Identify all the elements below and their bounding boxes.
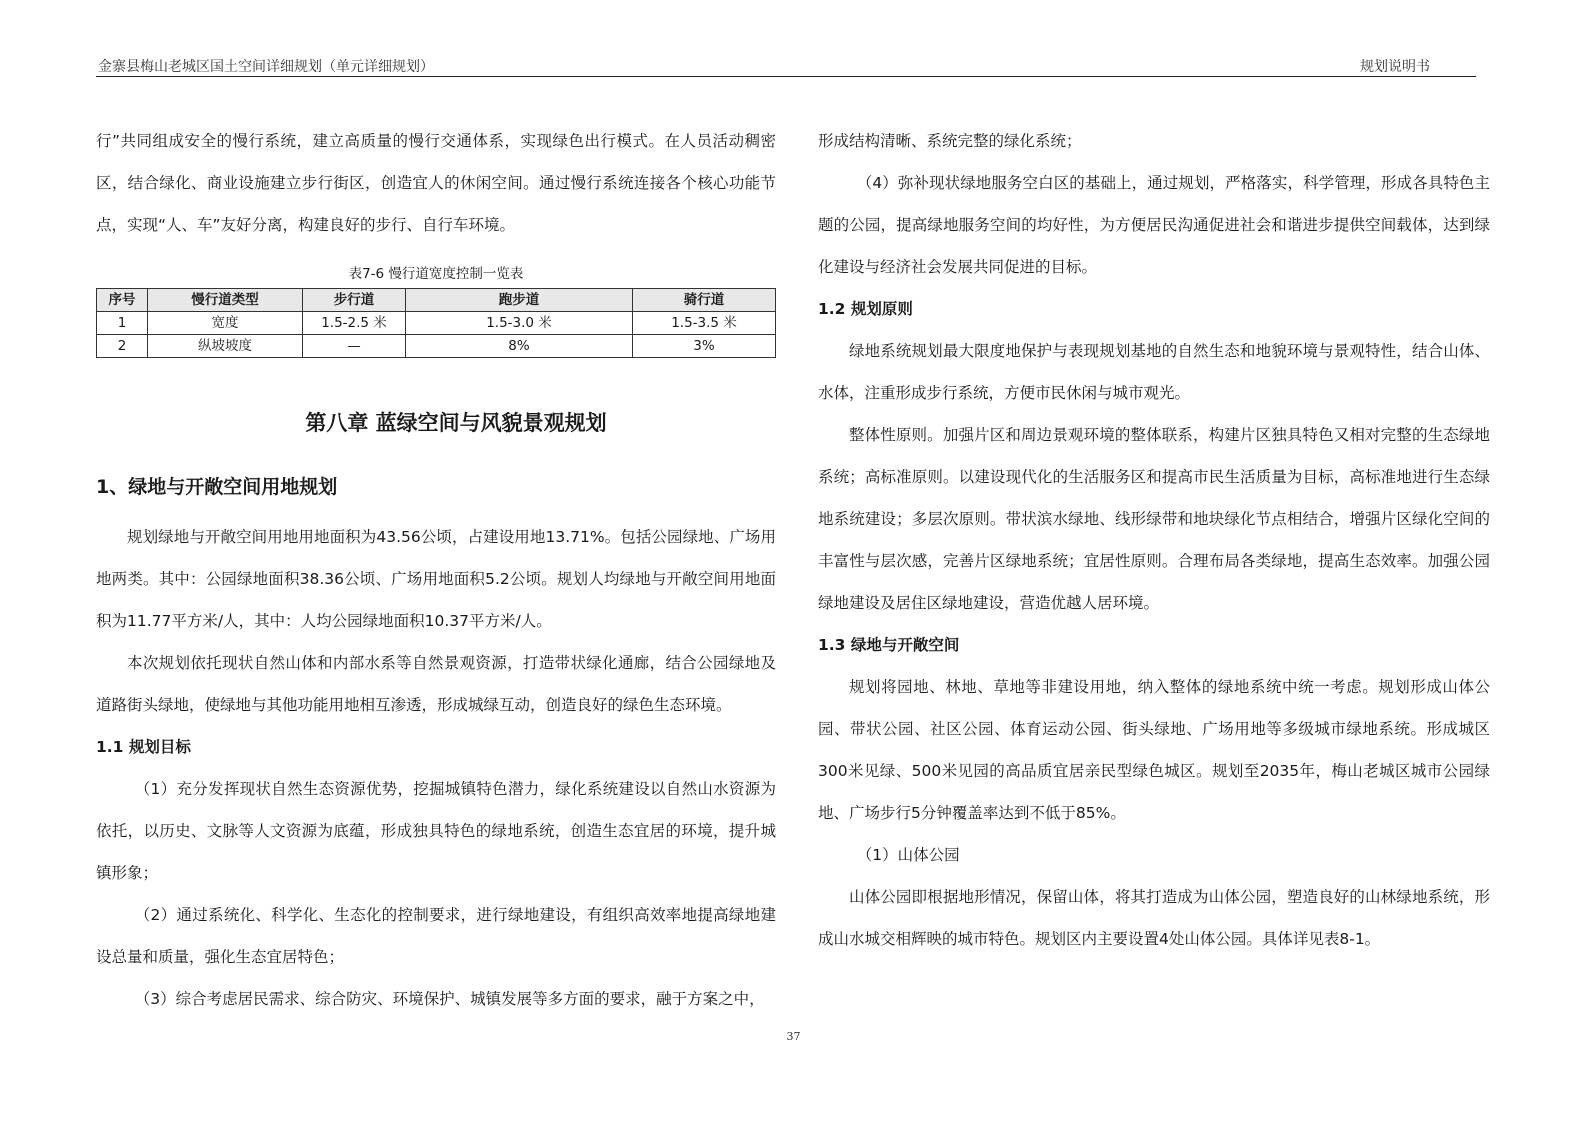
table-header-row [97, 289, 776, 312]
mountain-park-title: （1）山体公园 [856, 846, 960, 864]
table-header-cell: 序号 [97, 289, 148, 312]
table-header-cell: 步行道 [303, 289, 406, 312]
table-cell: 宽度 [148, 312, 303, 335]
paragraph-rely: 本次规划依托现状自然山体和内部水系等自然景观资源，打造带状绿化通廊，结合公园绿地及道路街头绿地，使绿地与其他功能用地相互渗透，形成城绿互动，创造良好的绿色生态环境。 [96, 654, 776, 714]
mountain-park-paragraph: 山体公园即根据地形情况，保留山体，将其打造成为山体公园，塑造良好的山林绿地系统，形成山水城交相辉映的城市特色。规划区内主要设置4处山体公园。具体详见表8-1。 [818, 888, 1490, 948]
open-space-paragraph: 规划将园地、林地、草地等非建设用地，纳入整体的绿地系统中统一考虑。规划形成山体公园、带状公园、社区公园、体育运动公园、街头绿地、广场用地等多级城市绿地系统。形成城区300米见绿、500米见园的高品质宜居亲民型绿色城区。规划至2035年，梅山老城区城市公园绿地、广场步行5分钟覆盖率达到不低于85%。 [818, 678, 1490, 822]
section-title: 1、绿地与开敞空间用地规划 [96, 476, 338, 498]
page-number: 37 [786, 1030, 801, 1043]
intro-paragraph: 行”共同组成安全的慢行系统，建立高质量的慢行交通体系，实现绿色出行模式。在人员活动稠密区，结合绿化、商业设施建立步行街区，创造宜人的休闲空间。通过慢行系统连接各个核心功能节点，实现“人、车”友好分离，构建良好的步行、自行车环境。 [96, 132, 776, 234]
principle-paragraph-2: 整体性原则。加强片区和周边景观环境的整体联系，构建片区独具特色又相对完整的生态绿地系统；高标准原则。以建设现代化的生活服务区和提高市民生活质量为目标，高标准地进行生态绿地系统建设；多层次原则。带状滨水绿地、线形绿带和地块绿化节点相结合，增强片区绿化空间的丰富性与层次感，完善片区绿地系统；宜居性原则。合理布局各类绿地，提高生态效率。加强公园绿地建设及居住区绿地建设，营造优越人居环境。 [818, 426, 1490, 612]
table-cell: 1 [97, 312, 148, 335]
goal-item-1: （1）充分发挥现状自然生态资源优势，挖掘城镇特色潜力，绿化系统建设以自然山水资源为依托，以历史、文脉等人文资源为底蕴，形成独具特色的绿地系统，创造生态宜居的环境，提升城镇形象； [96, 780, 776, 882]
chapter-title: 第八章 蓝绿空间与风貌景观规划 [305, 411, 607, 435]
left-column [96, 120, 776, 1020]
paragraph-area: 规划绿地与开敞空间用地用地面积为43.56公顷，占建设用地13.71%。包括公园绿地、广场用地两类。其中：公园绿地面积38.36公顷、广场用地面积5.2公顷。规划人均绿地与开敞空间用地面积为11.77平方米/人，其中：人均公园绿地面积10.37平方米/人。 [96, 528, 776, 630]
table-cell: — [303, 335, 406, 358]
subsection-heading-open-space: 1.3 绿地与开敞空间 [818, 636, 960, 654]
table-row [97, 312, 776, 335]
table-header-cell: 跑步道 [406, 289, 633, 312]
table-header-cell: 骑行道 [633, 289, 776, 312]
goal-item-3: （3）综合考虑居民需求、综合防灾、环境保护、城镇发展等多方面的要求，融于方案之中， [134, 990, 765, 1008]
header-document-type: 规划说明书 [1360, 59, 1430, 75]
table-cell: 1.5-2.5 米 [303, 312, 406, 335]
table-header-cell: 慢行道类型 [148, 289, 303, 312]
table-cell: 纵坡坡度 [148, 335, 303, 358]
table-cell: 3% [633, 335, 776, 358]
table-row [97, 335, 776, 358]
subsection-heading-principles: 1.2 规划原则 [818, 300, 913, 318]
goal-item-2: （2）通过系统化、科学化、生态化的控制要求，进行绿地建设，有组织高效率地提高绿地建设总量和质量，强化生态宜居特色； [96, 906, 776, 966]
table-cell: 8% [406, 335, 633, 358]
table-cell: 1.5-3.0 米 [406, 312, 633, 335]
principle-paragraph-1: 绿地系统规划最大限度地保护与表现规划基地的自然生态和地貌环境与景观特性，结合山体、水体，注重形成步行系统，方便市民休闲与城市观光。 [818, 342, 1490, 402]
goal-item-4: （4）弥补现状绿地服务空白区的基础上，通过规划，严格落实，科学管理，形成各具特色主题的公园，提高绿地服务空间的均好性，为方便居民沟通促进社会和谐进步提供空间载体，达到绿化建设与经济社会发展共同促进的目标。 [818, 174, 1490, 276]
goal-item-3-continued: 形成结构清晰、系统完整的绿化系统； [818, 132, 1082, 150]
table-cell: 2 [97, 335, 148, 358]
table-caption: 表7-6 慢行道宽度控制一览表 [348, 266, 524, 282]
page-header [96, 56, 1476, 77]
subsection-heading-goals: 1.1 规划目标 [96, 738, 191, 756]
right-column [818, 120, 1490, 960]
header-document-title: 金寨县梅山老城区国土空间详细规划（单元详细规划） [98, 59, 434, 75]
slow-lane-width-table [96, 288, 776, 358]
table-cell: 1.5-3.5 米 [633, 312, 776, 335]
